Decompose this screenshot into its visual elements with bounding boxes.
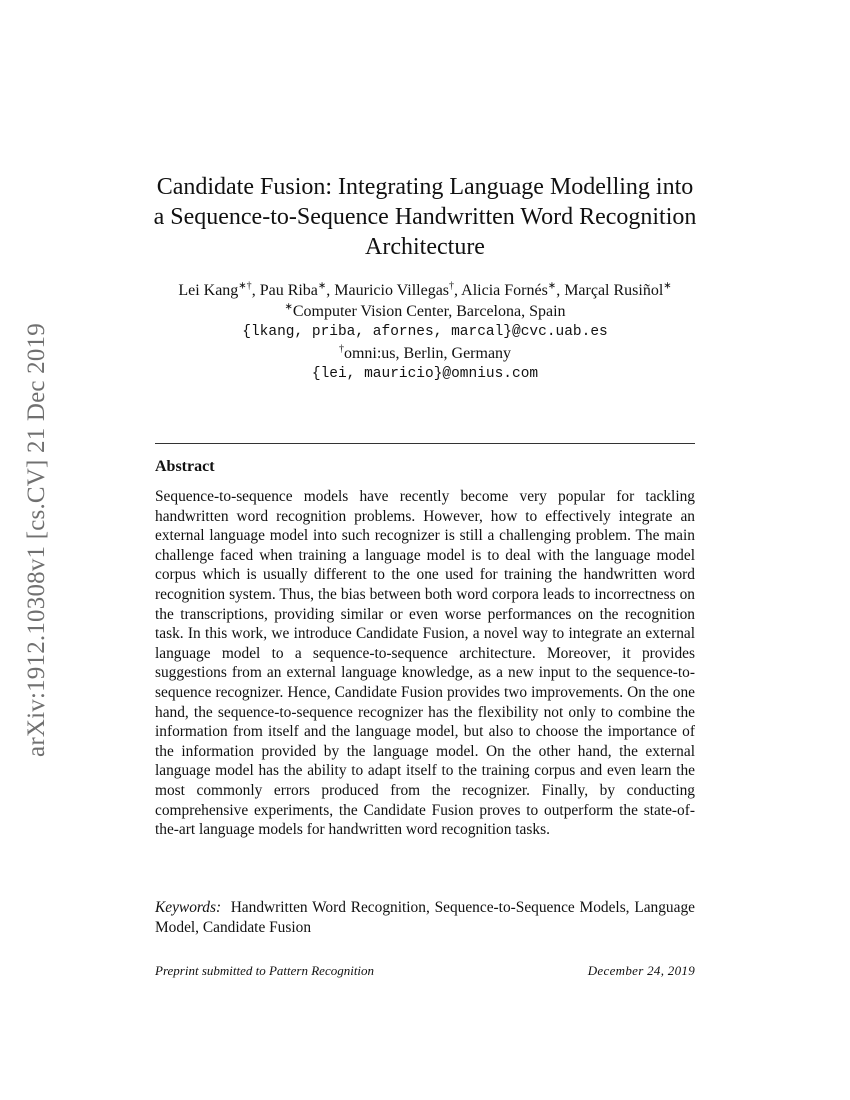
- abstract-heading: Abstract: [155, 458, 215, 475]
- paper-title: [130, 172, 720, 262]
- keywords-block: [155, 898, 695, 937]
- author-affiliation-mark: ∗†: [238, 280, 252, 292]
- abstract-divider: [155, 443, 695, 444]
- author-name: Alicia Fornés: [461, 282, 548, 299]
- author-name: Mauricio Villegas: [334, 282, 450, 299]
- author-name: Marçal Rusiñol: [564, 282, 664, 299]
- affiliation-1: ∗Computer Vision Center, Barcelona, Spain: [284, 301, 566, 320]
- keywords-text: Handwritten Word Recognition, Sequence-to-Sequence Models, Language Model, Candidate Fusion: [155, 899, 695, 936]
- keywords-label: Keywords:: [155, 899, 222, 916]
- affiliation-1-email: {lkang, priba, afornes, marcal}@cvc.uab.es: [242, 324, 608, 340]
- arxiv-id-text: arXiv:1912.10308v1 [cs.CV] 21 Dec 2019: [23, 323, 51, 757]
- preprint-note: Preprint submitted to Pattern Recognition: [155, 963, 375, 978]
- affiliation-2: †omni:us, Berlin, Germany: [338, 343, 512, 362]
- abstract-body: Sequence-to-sequence models have recently become very popular for tackling handwritten word recognition problems. However, how to effectively integrate an external language model into such recognizer is still a challenging problem. The main challenge faced when training a language model is to deal with the language model corpus which is usually different to the one used for training the handwritten word recognition system. Thus, the bias between both word corpora leads to incorrectness on the transcriptions, providing similar or even worse performances on the recognition task. In this work, we introduce Candidate Fusion, a novel way to integrate an external language model to a sequence-to-sequence architecture. Moreover, it provides suggestions from an external language knowledge, as a new input to the sequence-to-sequence recognizer. Hence, Candidate Fusion provides two improvements. On the one hand, the sequence-to-sequence recognizer has the flexibility not only to combine the information from itself and the language model, but also to choose the importance of the information provided by the language model. On the other hand, the external language model has the ability to adapt itself to the training corpus and even learn the most commonly errors produced from the recognizer. Finally, by conducting comprehensive experiments, the Candidate Fusion proves to outperform the state-of-the-art language models for handwritten word recognition tasks.: [155, 488, 695, 839]
- submission-date: December 24, 2019: [587, 963, 695, 978]
- title-line-3: Architecture: [365, 234, 485, 260]
- author-affiliation-mark: †: [449, 280, 455, 292]
- author-affiliation-mark: ∗: [663, 280, 672, 292]
- author-list: Lei Kang∗†, Pau Riba∗, Mauricio Villegas†, Alicia Fornés∗, Marçal Rusiñol∗: [178, 280, 672, 299]
- author-block: [130, 280, 720, 385]
- author-affiliation-mark: ∗: [317, 280, 327, 292]
- title-line-2: a Sequence-to-Sequence Handwritten Word Recognition: [153, 204, 697, 230]
- author-name: Lei Kang: [178, 282, 239, 299]
- title-line-1: Candidate Fusion: Integrating Language Modelling into: [156, 174, 694, 200]
- author-affiliation-mark: ∗: [547, 280, 557, 292]
- author-name: Pau Riba: [259, 282, 318, 299]
- affiliation-2-email: {lei, mauricio}@omnius.com: [311, 366, 539, 382]
- arxiv-side-identifier: [17, 290, 57, 790]
